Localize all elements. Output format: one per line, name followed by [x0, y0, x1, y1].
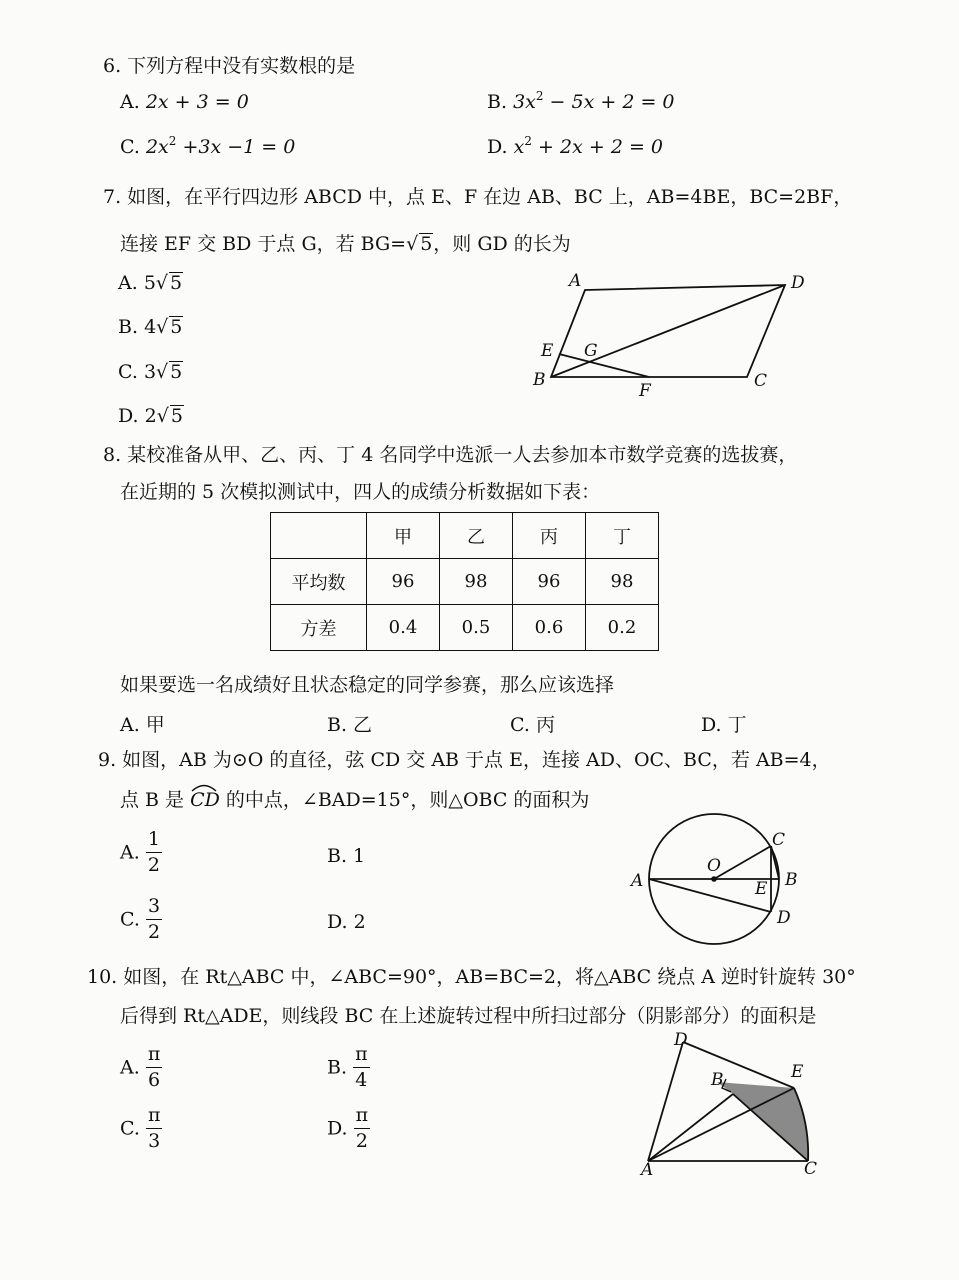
- q8-option-b: B. 乙: [327, 714, 373, 736]
- table-header-jia: 甲: [367, 513, 440, 559]
- q7-label-d: D: [791, 273, 805, 293]
- q7-label-a: A: [569, 271, 582, 291]
- q6-option-c: C. $2x^2 +3x -1 = 0$: [120, 134, 296, 158]
- q7-label-g: G: [584, 341, 598, 361]
- q7-option-b: B. 4√ 5: [118, 316, 183, 338]
- q9-label-c: C: [772, 830, 786, 850]
- q10-stem-line1: 10. 如图，在 Rt△ABC 中，∠ABC=90°，AB=BC=2，将△ABC 绕点 A 逆时针旋转 30°: [87, 966, 856, 988]
- q6-option-a: A. 2x + 3 = 0: [120, 91, 249, 113]
- q10-label-e: E: [791, 1062, 804, 1082]
- table-row-label-variance: 方差: [271, 605, 367, 651]
- q10-option-b: B. $\frac{\pi}{4}$: [327, 1043, 368, 1091]
- q9-label-o: O: [707, 856, 721, 876]
- q7-label-e: E: [541, 341, 554, 361]
- q10-label-d: D: [674, 1030, 688, 1050]
- table-row: [271, 513, 659, 559]
- q8-option-a: A. 甲: [120, 714, 165, 736]
- q10-rotation-figure: [630, 1030, 830, 1180]
- table-row-label-mean: 平均数: [271, 559, 367, 605]
- table-cell: 98: [440, 559, 513, 605]
- q9-stem-line1: 9. 如图，AB 为⊙O 的直径，弦 CD 交 AB 于点 E，连接 AD、OC、BC，若 AB=4，: [98, 749, 831, 771]
- q7-label-f: F: [639, 381, 651, 401]
- table-header-yi: 乙: [440, 513, 513, 559]
- table-row: [271, 605, 659, 651]
- q7-option-c: C. 3√ 5: [118, 361, 183, 383]
- table-cell: 96: [513, 559, 586, 605]
- table-header-ding: 丁: [586, 513, 659, 559]
- q8-score-table: [270, 512, 659, 651]
- table-cell: 0.6: [513, 605, 586, 651]
- q8-stem-line2: 在近期的 5 次模拟测试中，四人的成绩分析数据如下表：: [120, 481, 601, 503]
- q6-option-d: D. $x^2 + 2x + 2 = 0$: [487, 134, 663, 158]
- q9-label-a: A: [631, 871, 644, 891]
- q7-parallelogram-figure: [525, 265, 825, 405]
- q9-label-d: D: [777, 908, 791, 928]
- q9-option-d: D. 2: [327, 911, 366, 933]
- table-cell: 96: [367, 559, 440, 605]
- table-cell: 0.5: [440, 605, 513, 651]
- q9-stem-line2: 点 B 是 CD 的中点，∠BAD=15°，则△OBC 的面积为: [120, 791, 589, 810]
- q10-option-a: A. $\frac{\pi}{6}$: [120, 1043, 161, 1091]
- q10-label-c: C: [804, 1159, 818, 1179]
- table-cell: 0.2: [586, 605, 659, 651]
- q7-label-b: B: [533, 370, 546, 390]
- table-cell: 0.4: [367, 605, 440, 651]
- q6-option-b: B. $3x^2 - 5x + 2 = 0$: [487, 89, 675, 113]
- q8-stem-line1: 8. 某校准备从甲、乙、丙、丁 4 名同学中选派一人去参加本市数学竞赛的选拔赛，: [103, 444, 798, 466]
- q8-question: 如果要选一名成绩好且状态稳定的同学参赛，那么应该选择: [120, 674, 615, 696]
- q8-option-c: C. 丙: [510, 714, 555, 736]
- q6-stem: 6. 下列方程中没有实数根的是: [103, 55, 356, 77]
- table-row: [271, 559, 659, 605]
- q8-option-d: D. 丁: [701, 714, 747, 736]
- table-header-bing: 丙: [513, 513, 586, 559]
- q7-stem-line2: 连接 EF 交 BD 于点 G，若 BG=√ 5，则 GD 的长为: [120, 233, 571, 255]
- q10-option-d: D. $\frac{\pi}{2}$: [327, 1104, 369, 1152]
- q7-label-c: C: [754, 371, 768, 391]
- table-cell: 98: [586, 559, 659, 605]
- q10-stem-line2: 后得到 Rt△ADE，则线段 BC 在上述旋转过程中所扫过部分（阴影部分）的面积是: [120, 1005, 817, 1027]
- q9-option-c: C. $\frac{3}{2}$: [120, 895, 161, 943]
- q9-circle-figure: [625, 805, 815, 950]
- q9-label-e: E: [755, 879, 768, 899]
- arc-symbol-icon: [190, 782, 218, 792]
- q7-option-a: A. 5√ 5: [118, 272, 183, 294]
- q7-option-d: D. 2√ 5: [118, 405, 183, 427]
- q10-option-c: C. $\frac{\pi}{3}$: [120, 1104, 161, 1152]
- q9-option-b: B. 1: [327, 845, 366, 867]
- q10-label-a: A: [641, 1160, 654, 1180]
- q10-label-b: B: [711, 1070, 724, 1090]
- q9-option-a: A. $\frac{1}{2}$: [120, 828, 160, 876]
- q9-label-b: B: [785, 870, 798, 890]
- table-cell: [271, 513, 367, 559]
- q7-stem-line1: 7. 如图，在平行四边形 ABCD 中，点 E、F 在边 AB、BC 上，AB=4BE，BC=2BF，: [103, 186, 853, 208]
